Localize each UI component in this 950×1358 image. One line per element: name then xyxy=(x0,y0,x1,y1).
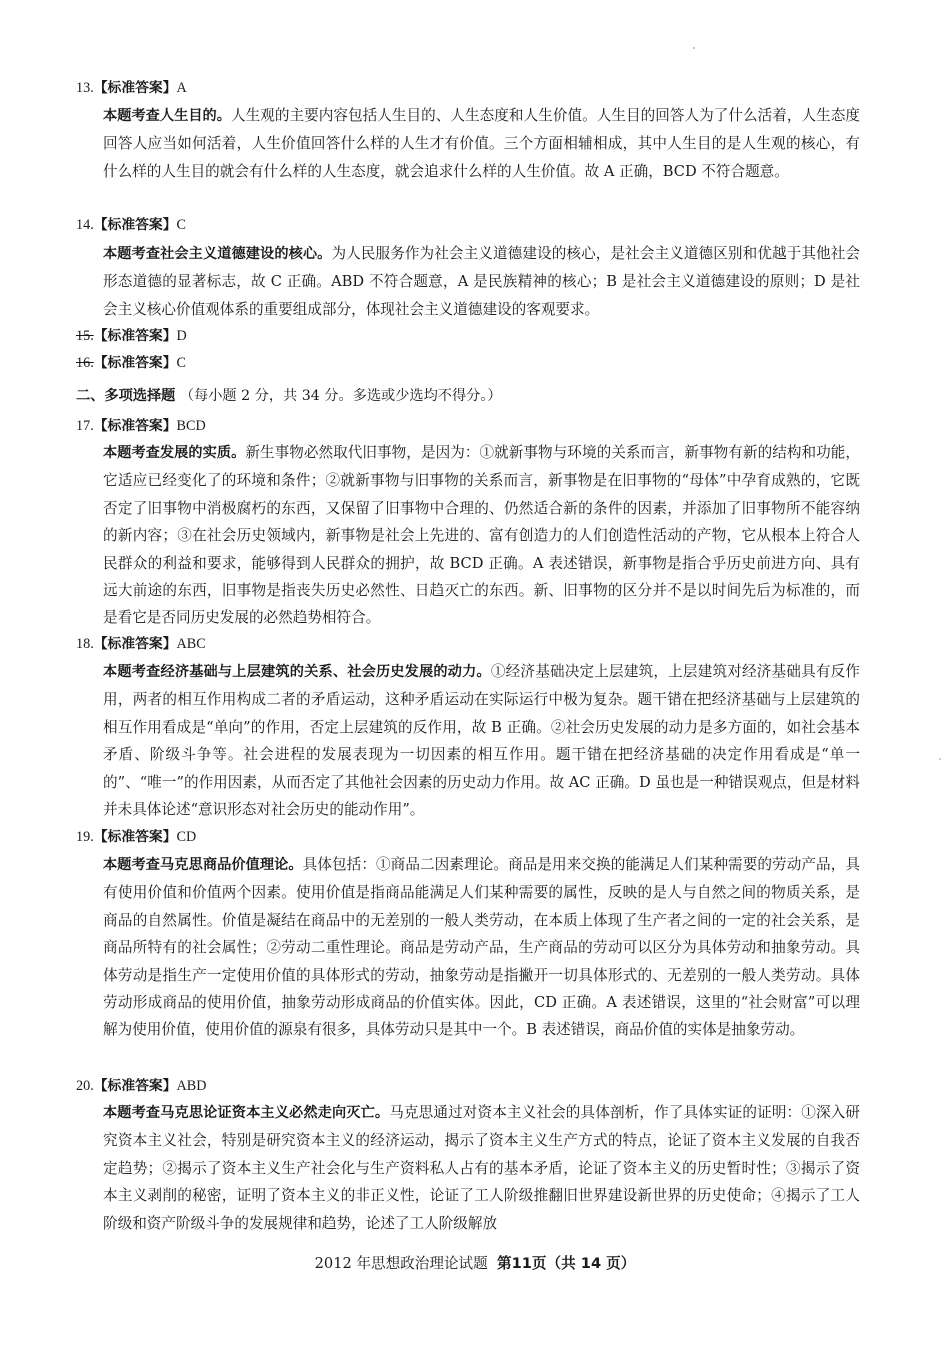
explanation-body: 具体包括：①商品二因素理论。商品是用来交换的能满足人们某种需要的劳动产品，具有使用价值和价值两个因素。使用价值是指商品能满足人们某种需要的属性，反映的是人与自然之间的物质关系，是商品的自然属性。价值是凝结在商品中的无差别的一般人类劳动，在本质上体现了生产者之间的一定的社会关系，是商品所特有的社会属性；②劳动二重性理论。商品是劳动产品，生产商品的劳动可以区分为具体劳动和抽象劳动。具体劳动是指生产一定使用价值的具体形式的劳动，抽象劳动是指撇开一切具体形式的、无差别的一般人类劳动。具体劳动形成商品的使用价值，抽象劳动形成商品的价值实体。因此，CD 正确。A 表述错误，这里的“社会财富”可以理解为使用价值，使用价值的源泉有很多，具体劳动只是其中一个。B 表述错误，商品价值的实体是抽象劳动。 xyxy=(103,856,860,1039)
question-14-explanation xyxy=(103,240,860,323)
question-19-explanation xyxy=(103,851,860,1044)
explanation-body: ①经济基础决定上层建筑，上层建筑对经济基础具有反作用，两者的相互作用构成二者的矛盾运动，这种矛盾运动在实际运行中极为复杂。题干错在把经济基础与上层建筑的相互作用看成是“单向”的作用，否定上层建筑的反作用，故 B 正确。②社会历史发展的动力是多方面的，如社会基本矛盾、阶级斗争等。社会进程的发展表现为一切因素的相互作用。题干错在把经济基础的决定作用看成是“单一的”、“唯一”的作用因素，从而否定了其他社会因素的历史动力作用。故 AC 正确。D 虽也是一种错误观点，但是材料并未具体论述“意识形态对社会历史的能动作用”。 xyxy=(103,663,860,819)
explanation-lead: 本题考查社会主义道德建设的核心。 xyxy=(103,246,332,262)
scan-speck xyxy=(939,758,941,760)
answer-label: 【标准答案】 xyxy=(93,418,177,434)
question-16-header xyxy=(76,353,186,373)
answer-value: D xyxy=(176,328,187,344)
scan-speck xyxy=(693,47,695,49)
question-13-explanation xyxy=(103,102,860,185)
question-17-header xyxy=(76,416,206,436)
question-number: 18. xyxy=(76,636,94,652)
question-17-explanation xyxy=(103,439,860,632)
explanation-lead: 本题考查马克思商品价值理论。 xyxy=(103,857,303,873)
question-number: 13. xyxy=(76,80,94,96)
answer-label: 【标准答案】 xyxy=(93,328,177,344)
question-20-explanation xyxy=(103,1099,860,1237)
explanation-lead: 本题考查马克思论证资本主义必然走向灭亡。 xyxy=(103,1105,390,1121)
explanation-body: 马克思通过对资本主义社会的具体剖析，作了具体实证的证明：①深入研究资本主义社会，特别是研究资本主义的经济运动，揭示了资本主义生产方式的特点，论证了资本主义发展的自我否定趋势；②揭示了资本主义生产社会化与生产资料私人占有的基本矛盾，论证了资本主义的历史暂时性；③揭示了资本主义剥削的秘密，证明了资本主义的非正义性，论证了工人阶级推翻旧世界建设新世界的历史使命；④揭示了工人阶级和资产阶级斗争的发展规律和趋势，论述了工人阶级解放 xyxy=(103,1104,860,1232)
footer-title: 2012 年思想政治理论试题 xyxy=(314,1255,488,1272)
answer-value: ABC xyxy=(176,636,206,652)
question-15-header xyxy=(76,326,187,346)
question-19-header xyxy=(76,827,196,847)
answer-value: C xyxy=(176,217,186,233)
question-number: 19. xyxy=(76,829,94,845)
answer-label: 【标准答案】 xyxy=(93,636,177,652)
explanation-lead: 本题考查经济基础与上层建筑的关系、社会历史发展的动力。 xyxy=(103,664,491,680)
answer-value: BCD xyxy=(176,418,206,434)
explanation-lead: 本题考查发展的实质。 xyxy=(103,445,246,461)
question-number: 15. xyxy=(76,328,94,344)
explanation-body: 人生观的主要内容包括人生目的、人生态度和人生价值。人生目的回答人为了什么活着，人生态度回答人应当如何活着，人生价值回答什么样的人生才有价值。三个方面相辅相成，其中人生目的是人生观的核心，有什么样的人生目的就会有什么样的人生态度，就会追求什么样的人生价值。故 A 正确，BCD 不符合题意。 xyxy=(103,107,860,180)
explanation-lead: 本题考查人生目的。 xyxy=(103,108,231,124)
question-number: 14. xyxy=(76,217,94,233)
answer-value: ABD xyxy=(176,1078,207,1094)
question-18-header xyxy=(76,634,206,654)
question-20-header xyxy=(76,1076,206,1096)
question-number: 20. xyxy=(76,1078,94,1094)
page-footer xyxy=(0,1252,950,1273)
question-13-header xyxy=(76,78,187,98)
section-title: 二、多项选择题 xyxy=(76,388,176,404)
answer-label: 【标准答案】 xyxy=(93,1078,177,1094)
question-14-header xyxy=(76,215,186,235)
question-number: 17. xyxy=(76,418,94,434)
footer-page-number: 第11页（共 14 页） xyxy=(497,1255,636,1272)
answer-value: A xyxy=(176,80,187,96)
answer-value: C xyxy=(176,355,186,371)
question-number: 16. xyxy=(76,355,94,371)
answer-label: 【标准答案】 xyxy=(93,217,177,233)
answer-label: 【标准答案】 xyxy=(93,355,177,371)
explanation-body: 为人民服务作为社会主义道德建设的核心，是社会主义道德区别和优越于其他社会形态道德的显著标志，故 C 正确。ABD 不符合题意，A 是民族精神的核心；B 是社会主义道德建设的原则；D 是社会主义核心价值观体系的重要组成部分，体现社会主义道德建设的客观要求。 xyxy=(103,245,860,318)
section-multiple-choice xyxy=(76,385,502,405)
answer-label: 【标准答案】 xyxy=(93,829,177,845)
question-18-explanation xyxy=(103,658,860,823)
answer-value: CD xyxy=(176,829,197,845)
answer-label: 【标准答案】 xyxy=(93,80,177,96)
section-note: （每小题 2 分，共 34 分。多选或少选均不得分。） xyxy=(179,388,502,404)
explanation-body: 新生事物必然取代旧事物，是因为：①就新事物与环境的关系而言，新事物有新的结构和功能，它适应已经变化了的环境和条件；②就新事物与旧事物的关系而言，新事物是在旧事物的“母体”中孕育成熟的，它既否定了旧事物中消极腐朽的东西，又保留了旧事物中合理的、仍然适合新的条件的因素，并添加了旧事物所不能容纳的新内容；③在社会历史领域内，新事物是社会上先进的、富有创造力的人们创造性活动的产物，它从根本上符合人民群众的利益和要求，能够得到人民群众的拥护，故 BCD 正确。A 表述错误，新事物是指合乎历史前进方向、具有远大前途的东西，旧事物是指丧失历史必然性、日趋灭亡的东西。新、旧事物的区分并不是以时间先后为标准的，而是看它是否同历史发展的必然趋势相符合。 xyxy=(103,444,860,627)
